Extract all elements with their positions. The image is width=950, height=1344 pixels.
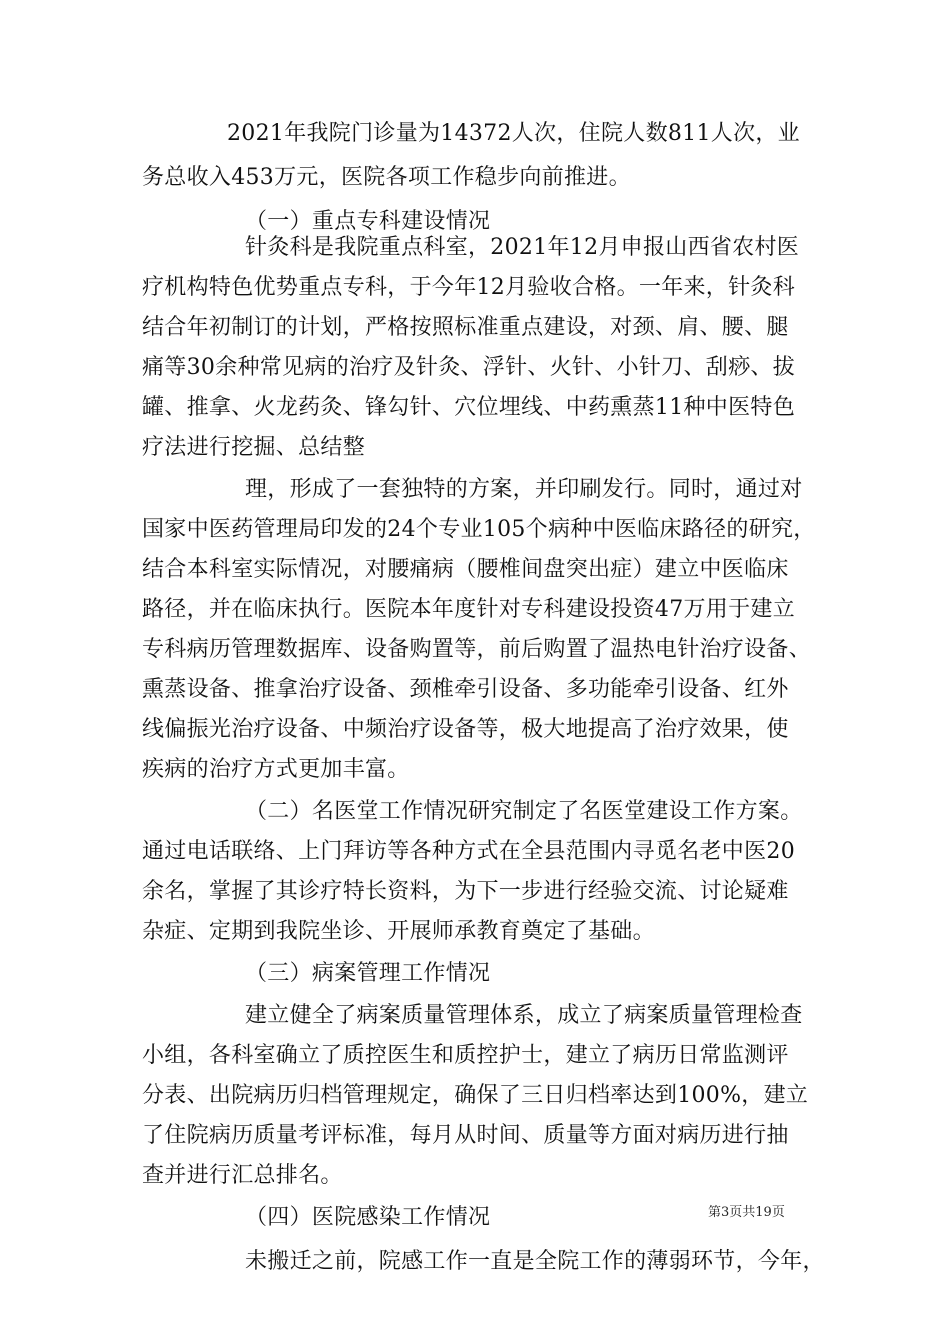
text-line: 通过电话联络、上门拜访等各种方式在全县范围内寻觅名老中医20 [142, 839, 795, 864]
text-line: 疗机构特色优势重点专科，于今年12月验收合格。一年来，针灸科 [142, 275, 795, 300]
text-line: 熏蒸设备、推拿治疗设备、颈椎牵引设备、多功能牵引设备、红外 [142, 677, 789, 702]
text-line: 杂症、定期到我院坐诊、开展师承教育奠定了基础。 [142, 919, 655, 944]
text-line: 务总收入453万元，医院各项工作稳步向前推进。 [142, 165, 631, 190]
text-line: 结合本科室实际情况，对腰痛病（腰椎间盘突出症）建立中医临床 [142, 557, 789, 582]
section-heading: （四）医院感染工作情况 [245, 1205, 491, 1230]
text-line: 建立健全了病案质量管理体系，成立了病案质量管理检查 [245, 1003, 803, 1028]
page-number-footer: 第3页共19页 [708, 1205, 785, 1220]
text-line: 针灸科是我院重点科室，2021年12月申报山西省农村医 [245, 235, 800, 260]
text-line: 痛等30余种常见病的治疗及针灸、浮针、火针、小针刀、刮痧、拔 [142, 355, 795, 380]
text-line: 专科病历管理数据库、设备购置等，前后购置了温热电针治疗设备、 [142, 637, 812, 662]
text-line: 2021年我院门诊量为14372人次，住院人数811人次，业 [227, 121, 800, 146]
section-heading: （三）病案管理工作情况 [245, 961, 491, 986]
text-line: 分表、出院病历归档管理规定，确保了三日归档率达到100%，建立 [142, 1083, 809, 1108]
text-line: 罐、推拿、火龙药灸、锋勾针、穴位埋线、中药熏蒸11种中医特色 [142, 395, 795, 420]
text-line: 国家中医药管理局印发的24个专业105个病种中医临床路径的研究， [142, 517, 816, 542]
text-line: 线偏振光治疗设备、中频治疗设备等，极大地提高了治疗效果，使 [142, 717, 789, 742]
text-line: 结合年初制订的计划，严格按照标准重点建设，对颈、肩、腰、腿 [142, 315, 789, 340]
text-line: 了住院病历质量考评标准，每月从时间、质量等方面对病历进行抽 [142, 1123, 789, 1148]
text-line: 余名，掌握了其诊疗特长资料，为下一步进行经验交流、讨论疑难 [142, 879, 789, 904]
section-heading: （二）名医堂工作情况研究制定了名医堂建设工作方案。 [245, 799, 803, 824]
text-line: 疗法进行挖掘、总结整 [142, 435, 366, 460]
text-line: 小组，各科室确立了质控医生和质控护士，建立了病历日常监测评 [142, 1043, 789, 1068]
section-heading: （一）重点专科建设情况 [245, 209, 491, 234]
text-line: 未搬迁之前，院感工作一直是全院工作的薄弱环节，今年， [245, 1249, 825, 1274]
text-line: 理，形成了一套独特的方案，并印刷发行。同时，通过对 [245, 477, 803, 502]
text-line: 查并进行汇总排名。 [142, 1163, 343, 1188]
text-line: 疾病的治疗方式更加丰富。 [142, 757, 410, 782]
text-line: 路径，并在临床执行。医院本年度针对专科建设投资47万用于建立 [142, 597, 795, 622]
